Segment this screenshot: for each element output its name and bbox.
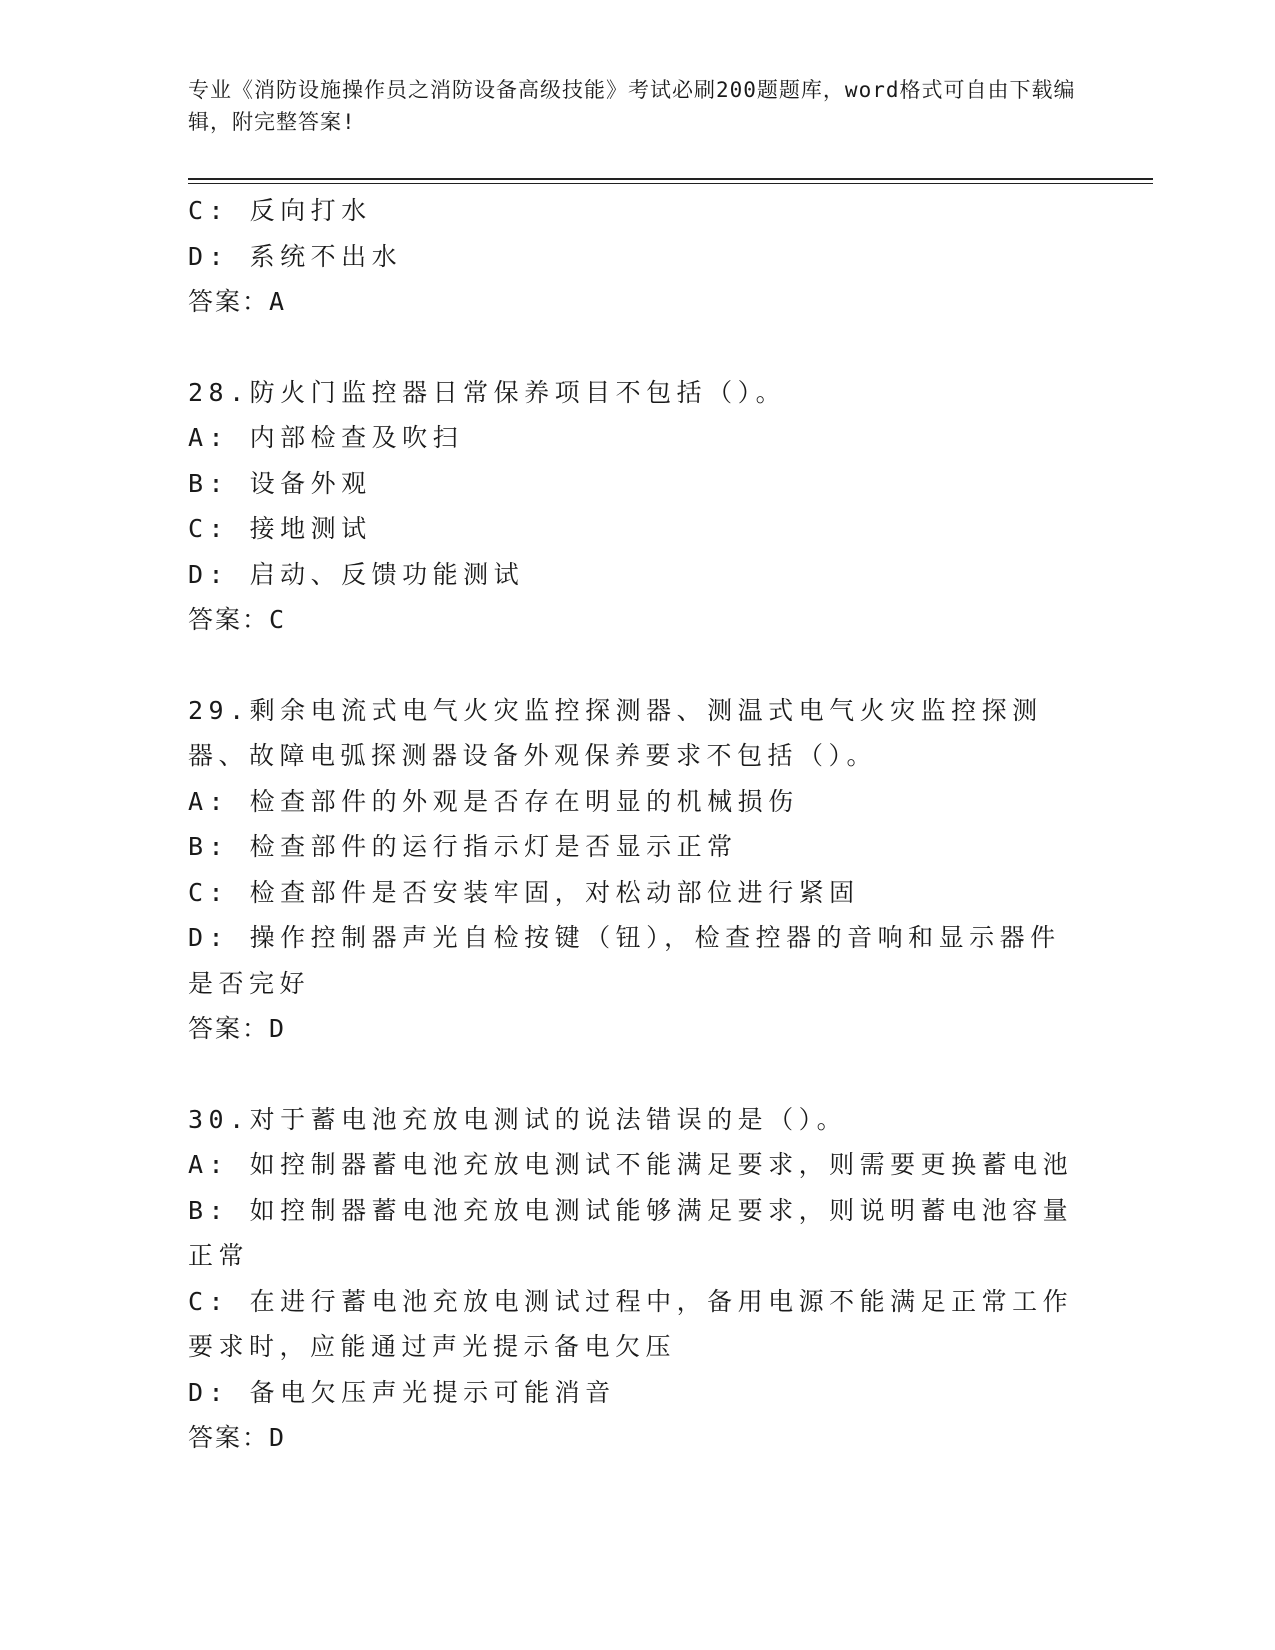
option-b: [188, 461, 1088, 507]
question-number: 28.: [188, 377, 250, 407]
answer-line: [188, 597, 1088, 643]
option-text: 备电欠压声光提示可能消音: [249, 1377, 616, 1407]
option-text: 内部检查及吹扫: [249, 423, 464, 452]
answer-label: 答案：: [188, 1423, 270, 1452]
answer-value: D: [269, 1014, 286, 1043]
option-text: 启动、反馈功能测试: [249, 559, 525, 589]
option-label: B:: [188, 1195, 230, 1225]
question-text: 剩余电流式电气火灾监控探测器、测温式电气火灾监控探测器、故障电弧探测器设备外观保养要求不包括（）。: [188, 695, 1043, 770]
question-text: 防火门监控器日常保养项目不包括（）。: [249, 377, 787, 407]
option-label: B:: [188, 832, 230, 861]
document-body: [188, 188, 1088, 1506]
question-30: [188, 1097, 1088, 1461]
option-d: [188, 552, 1088, 598]
question-28: [188, 370, 1088, 643]
question-stem: [188, 688, 1088, 779]
option-c: [188, 188, 1088, 234]
option-c: [188, 870, 1088, 916]
document-header: [188, 74, 1088, 138]
option-b: [188, 824, 1088, 870]
option-a: [188, 779, 1088, 825]
option-text: 系统不出水: [249, 241, 403, 271]
answer-value: D: [269, 1423, 286, 1452]
option-d: [188, 234, 1088, 280]
header-text: 专业《消防设施操作员之消防设备高级技能》考试必刷200题题库，word格式可自由下载编辑，附完整答案!: [188, 78, 1076, 134]
question-number: 30.: [188, 1104, 250, 1134]
option-d: [188, 1370, 1088, 1416]
option-a: [188, 1142, 1088, 1188]
option-b: [188, 1188, 1088, 1279]
answer-line: [188, 1006, 1088, 1052]
option-label: C:: [188, 1286, 230, 1316]
option-text: 如控制器蓄电池充放电测试能够满足要求，则说明蓄电池容量正常: [188, 1195, 1074, 1270]
option-d: [188, 915, 1088, 1006]
answer-value: C: [269, 605, 286, 634]
option-label: D:: [188, 559, 230, 589]
answer-label: 答案：: [188, 1014, 270, 1043]
answer-label: 答案：: [188, 605, 270, 634]
option-label: D:: [188, 1377, 230, 1407]
option-text: 检查部件是否安装牢固，对松动部位进行紧固: [249, 877, 860, 907]
option-text: 检查部件的运行指示灯是否显示正常: [249, 832, 738, 861]
header-divider-thin: [188, 183, 1153, 184]
question-stem: [188, 1097, 1088, 1143]
option-label: A:: [188, 1150, 230, 1179]
option-c: [188, 506, 1088, 552]
answer-label: 答案：: [188, 287, 270, 316]
option-text: 在进行蓄电池充放电测试过程中，备用电源不能满足正常工作要求时，应能通过声光提示备电欠压: [188, 1286, 1074, 1361]
answer-value: A: [269, 287, 286, 316]
option-text: 接地测试: [249, 514, 372, 543]
option-text: 如控制器蓄电池充放电测试不能满足要求，则需要更换蓄电池: [249, 1150, 1074, 1179]
question-number: 29.: [188, 695, 250, 725]
option-label: C:: [188, 196, 230, 225]
question-stem: [188, 370, 1088, 416]
option-label: A:: [188, 786, 230, 816]
option-label: D:: [188, 241, 230, 271]
option-label: C:: [188, 877, 230, 907]
question-text: 对于蓄电池充放电测试的说法错误的是（）。: [249, 1104, 848, 1134]
option-a: [188, 415, 1088, 461]
question-29: [188, 688, 1088, 1052]
option-text: 检查部件的外观是否存在明显的机械损伤: [249, 786, 799, 816]
option-label: D:: [188, 923, 230, 952]
option-label: C:: [188, 514, 230, 543]
option-c: [188, 1279, 1088, 1370]
answer-line: [188, 1415, 1088, 1461]
option-text: 反向打水: [249, 196, 372, 225]
option-label: B:: [188, 468, 230, 498]
header-divider-thick: [188, 178, 1153, 180]
option-label: A:: [188, 423, 230, 452]
answer-line: [188, 279, 1088, 325]
partial-question: [188, 188, 1088, 325]
option-text: 操作控制器声光自检按键（钮），检查控器的音响和显示器件是否完好: [188, 923, 1061, 998]
option-text: 设备外观: [249, 468, 372, 498]
